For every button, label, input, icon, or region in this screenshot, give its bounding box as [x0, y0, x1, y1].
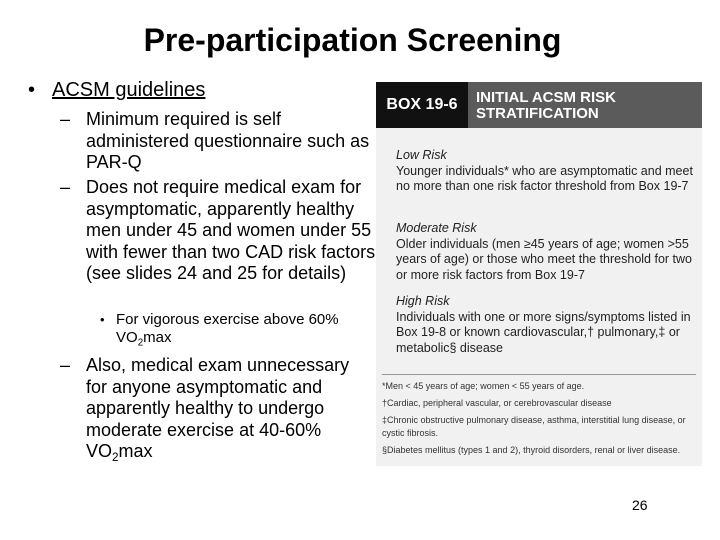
slide-title: Pre-participation Screening: [143, 22, 562, 58]
moderate-risk-text: Older individuals (men ≥45 years of age; women >55 years of age) or those who meet the threshold for two or more risk factors from Box 19-7: [396, 236, 692, 282]
text-part: For vigorous exercise above 60% VO: [116, 311, 339, 346]
moderate-risk-heading: Moderate Risk: [396, 221, 477, 235]
high-risk-section: [396, 294, 696, 356]
box-number: BOX 19-6: [376, 82, 468, 128]
low-risk-text: Younger individuals* who are asymptomatic and meet no more than one risk factor threshold from Box 19-7: [396, 163, 693, 193]
page-number: 26: [632, 497, 648, 513]
sub-bullet-text: Minimum required is self administered questionnaire such as PAR-Q: [86, 109, 370, 172]
footnote-2: †Cardiac, peripheral vascular, or cerebrovascular disease: [382, 398, 612, 408]
text-part: max: [118, 441, 153, 461]
risk-stratification-box: [376, 82, 702, 466]
box-title: INITIAL ACSM RISK STRATIFICATION: [476, 89, 617, 122]
footnote-1: *Men < 45 years of age; women < 55 years of age.: [382, 381, 585, 391]
text-part: Also, medical exam unnecessary for anyone asymptomatic and apparently healthy to undergo moderate exercise at 40-60% VO: [86, 355, 350, 461]
high-risk-text: Individuals with one or more signs/symptoms listed in Box 19-8 or known cardiovascular,† pulmonary,‡ or metabolic§ disease: [396, 309, 691, 355]
subscript: 2: [137, 337, 144, 349]
sub-bullet-text: [86, 355, 356, 463]
dash: –: [60, 177, 71, 197]
footnote-3: ‡Chronic obstructive pulmonary disease, asthma, interstitial lung disease, or cystic fibrosis.: [382, 415, 686, 438]
sub-sub-bullet-text: [116, 311, 356, 347]
footnote-4: §Diabetes mellitus (types 1 and 2), thyroid disorders, renal or liver disease.: [382, 445, 681, 455]
subscript: 2: [112, 451, 119, 465]
dash: –: [60, 109, 71, 129]
box-header: [376, 82, 702, 128]
bullet-dot: •: [100, 312, 105, 327]
footnote-divider: [382, 374, 696, 375]
bullet-text: ACSM guidelines: [52, 79, 206, 101]
low-risk-heading: Low Risk: [396, 148, 447, 162]
high-risk-heading: High Risk: [396, 294, 450, 308]
moderate-risk-section: [396, 221, 696, 283]
bullet-dot: •: [28, 79, 36, 101]
low-risk-section: [396, 148, 696, 195]
text-part: max: [143, 329, 172, 346]
dash: –: [60, 355, 71, 375]
sub-bullet-text: Does not require medical exam for asymptomatic, apparently healthy men under 45 and women under 55 with fewer than two CAD risk factors (see slides 24 and 25 for details): [86, 177, 376, 283]
